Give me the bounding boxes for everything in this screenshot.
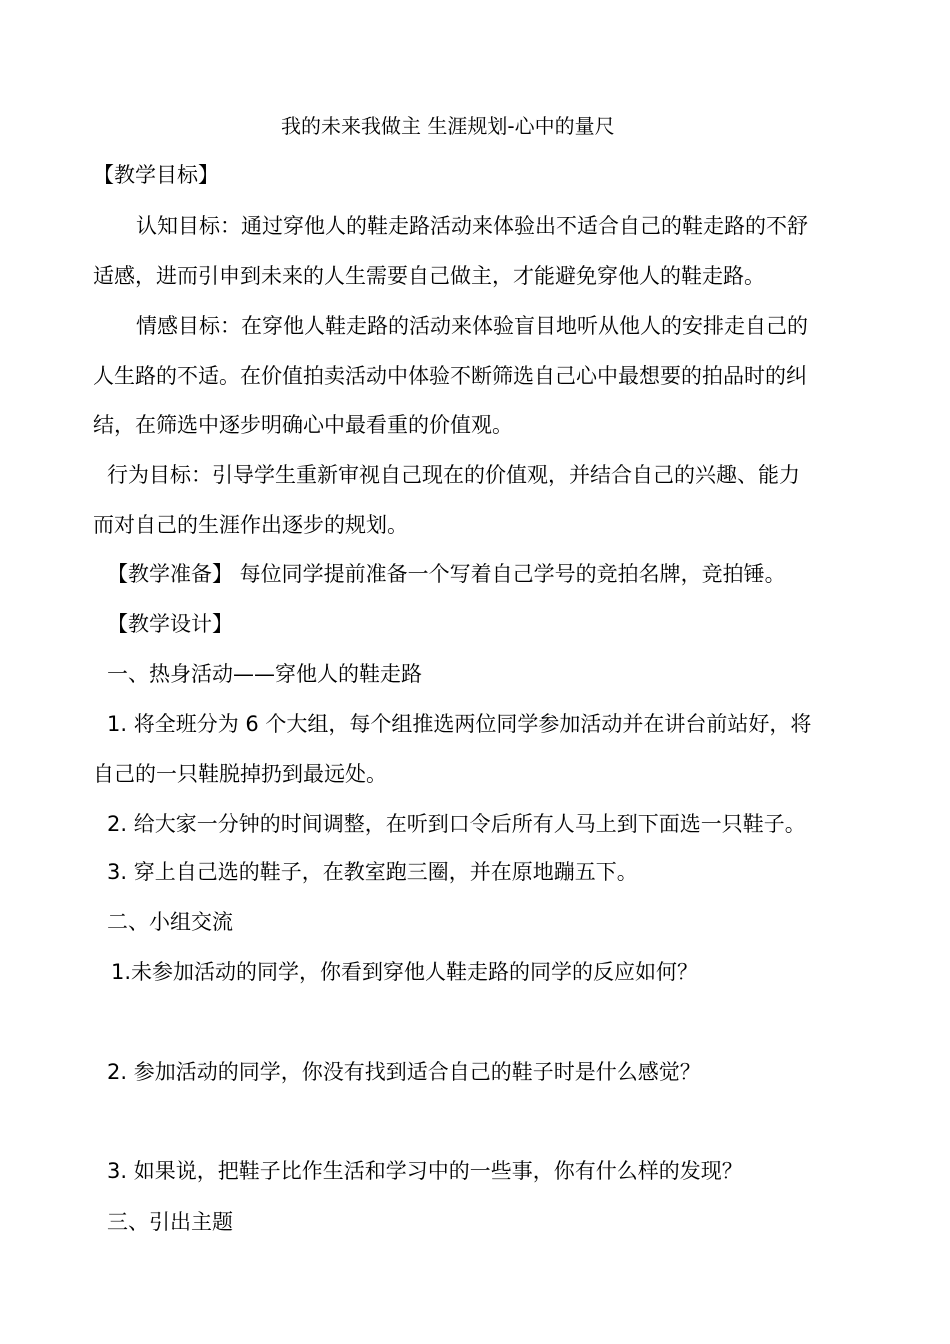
subsection-heading: 三、引出主题 — [107, 1210, 233, 1234]
paragraph-line: 情感目标：在穿他人鞋走路的活动来体验盲目地听从他人的安排走自己的 — [136, 314, 808, 338]
paragraph-line: 认知目标：通过穿他人的鞋走路活动来体验出不适合自己的鞋走路的不舒 — [136, 214, 808, 238]
list-item-continuation: 自己的一只鞋脱掉扔到最远处。 — [93, 762, 387, 786]
paragraph-line: 人生路的不适。在价值拍卖活动中体验不断筛选自己心中最想要的拍品时的纠 — [93, 364, 807, 388]
list-item: 1. 将全班分为 6 个大组，每个组推选两位同学参加活动并在讲台前站好，将 — [107, 712, 812, 736]
question-item: 3. 如果说，把鞋子比作生活和学习中的一些事，你有什么样的发现？ — [107, 1159, 743, 1183]
paragraph-line: 结，在筛选中逐步明确心中最看重的价值观。 — [93, 413, 513, 437]
list-item: 3. 穿上自己选的鞋子，在教室跑三圈，并在原地蹦五下。 — [107, 860, 638, 884]
question-item: 2. 参加活动的同学，你没有找到适合自己的鞋子时是什么感觉？ — [107, 1060, 701, 1084]
document-title: 我的未来我做主 生涯规划-心中的量尺 — [281, 114, 615, 138]
section-heading-design: 【教学设计】 — [107, 612, 233, 636]
section-heading-objectives: 【教学目标】 — [93, 163, 219, 187]
paragraph-line: 而对自己的生涯作出逐步的规划。 — [93, 513, 408, 537]
section-heading-preparation: 【教学准备】 每位同学提前准备一个写着自己学号的竞拍名牌，竞拍锤。 — [107, 562, 786, 586]
subsection-heading: 一、热身活动——穿他人的鞋走路 — [107, 662, 422, 686]
paragraph-line: 行为目标：引导学生重新审视自己现在的价值观，并结合自己的兴趣、能力 — [107, 463, 800, 487]
subsection-heading: 二、小组交流 — [107, 910, 233, 934]
list-item: 2. 给大家一分钟的时间调整，在听到口令后所有人马上到下面选一只鞋子。 — [107, 812, 806, 836]
paragraph-line: 适感，进而引申到未来的人生需要自己做主，才能避免穿他人的鞋走路。 — [93, 264, 765, 288]
question-item: 1.未参加活动的同学，你看到穿他人鞋走路的同学的反应如何？ — [111, 960, 699, 984]
